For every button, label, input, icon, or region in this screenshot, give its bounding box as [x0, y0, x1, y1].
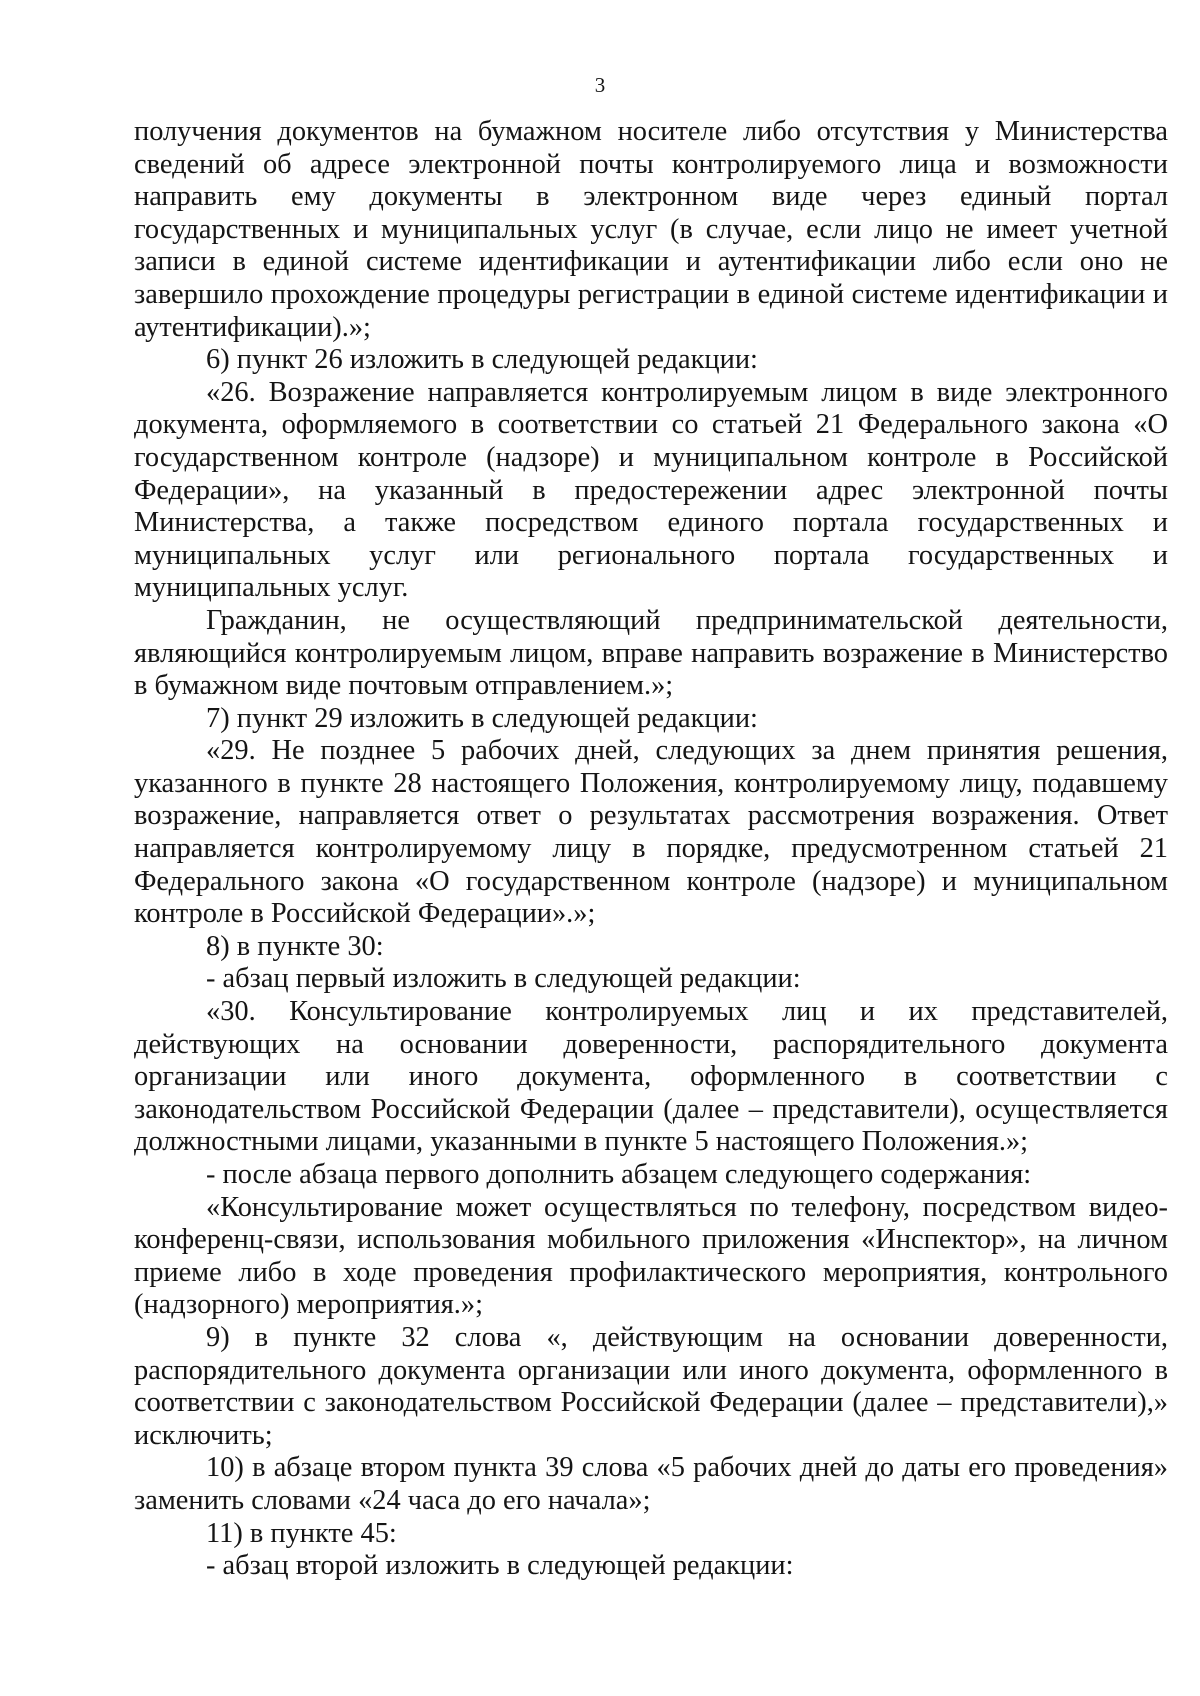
document-body: [134, 116, 1168, 1583]
paragraph-item-10: 10) в абзаце втором пункта 39 слова «5 рабочих дней до даты его проведения» заменить словами «24 часа до его начала»;: [134, 1452, 1168, 1516]
paragraph-item-8: 8) в пункте 30:: [206, 930, 384, 962]
paragraph-second-abzac: - абзац второй изложить в следующей редакции:: [206, 1550, 794, 1582]
paragraph-after-first: - после абзаца первого дополнить абзацем следующего содержания:: [206, 1159, 1032, 1190]
paragraph-first-abzac: - абзац первый изложить в следующей редакции:: [206, 963, 801, 995]
paragraph-point-26: «26. Возражение направляется контролируемым лицом в виде электронного документа, оформляемого в соответствии со статьей 21 Федерального закона «О государственном контроле (надзоре) и муниципальном контроле в Российской Федерации», на указанный в предостережении адрес электронной почты Министерства, а также посредством единого портала государственных и муниципальных услуг или регионального портала государственных и муниципальных услуг.: [134, 376, 1168, 604]
paragraph-citizen: Гражданин, не осуществляющий предпринимательской деятельности, являющийся контролируемым лицом, вправе направить возражение в Министерство в бумажном виде почтовым отправлением.»;: [134, 604, 1168, 702]
paragraph-item-7: 7) пункт 29 изложить в следующей редакции:: [206, 702, 758, 734]
paragraph-consulting: «Консультирование может осуществляться по телефону, посредством видео-конференц-связи, использования мобильного приложения «Инспектор», на личном приеме либо в ходе проведения профилактического мероприятия, контрольного (надзорного) мероприятия.»;: [134, 1191, 1168, 1321]
paragraph-item-6: 6) пункт 26 изложить в следующей редакции:: [206, 344, 758, 376]
page-number: 3: [594, 73, 606, 97]
paragraph-item-11: 11) в пункте 45:: [206, 1517, 397, 1549]
paragraph-item-9: 9) в пункте 32 слова «, действующим на основании доверенности, распорядительного документа организации или иного документа, оформленного в соответствии с законодательством Российской Федерации (далее – представители),» исключить;: [134, 1321, 1168, 1451]
paragraph-point-30: «30. Консультирование контролируемых лиц и их представителей, действующих на основании доверенности, распорядительного документа организации или иного документа, оформленного в соответствии с законодательством Российской Федерации (далее – представители), осуществляется должностными лицами, указанными в пункте 5 настоящего Положения.»;: [134, 996, 1168, 1158]
paragraph-continuation: получения документов на бумажном носителе либо отсутствия у Министерства сведений об адресе электронной почты контролируемого лица и возможности направить ему документы в электронном виде через единый портал государственных и муниципальных услуг (в случае, если лицо не имеет учетной записи в единой системе идентификации и аутентификации либо если оно не завершило прохождение процедуры регистрации в единой системе идентификации и аутентификации).»;: [134, 116, 1168, 343]
paragraph-point-29: «29. Не позднее 5 рабочих дней, следующих за днем принятия решения, указанного в пункте 28 настоящего Положения, контролируемому лицу, подавшему возражение, направляется ответ о результатах рассмотрения возражения. Ответ направляется контролируемому лицу в порядке, предусмотренном статьей 21 Федерального закона «О государственном контроле (надзоре) и муниципальном контроле в Российской Федерации».»;: [134, 735, 1168, 930]
